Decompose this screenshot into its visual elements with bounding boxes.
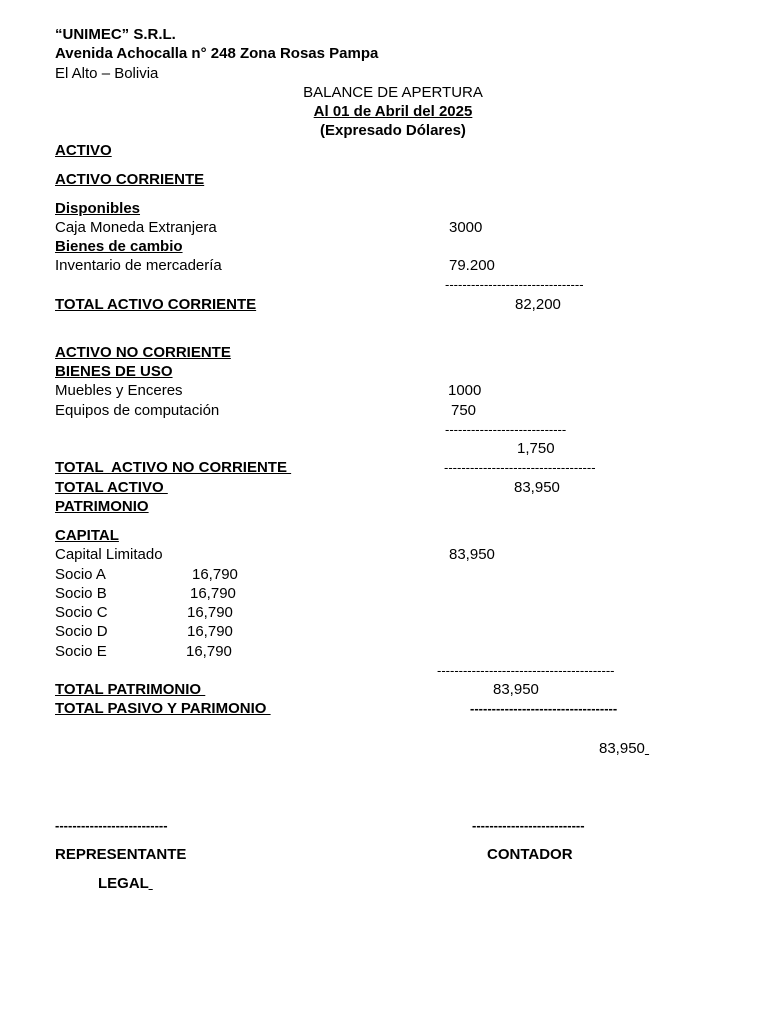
no-corriente-subtotal: 1,750 (517, 440, 555, 457)
total-patrimonio-label: TOTAL PATRIMONIO (55, 681, 206, 698)
no-corriente-rule-2: ----------------------------------- (444, 460, 596, 475)
report-date: Al 01 de Abril del 2025 (313, 103, 473, 120)
signature-title-representante: REPRESENTANTE (55, 846, 187, 863)
bienes-cambio-heading: Bienes de cambio (55, 238, 183, 255)
company-address: Avenida Achocalla n° 248 Zona Rosas Pampa (55, 45, 379, 62)
no-corriente-rule-1: ---------------------------- (445, 422, 567, 437)
socio-name: Socio B (55, 585, 107, 602)
socio-name: Socio C (55, 604, 108, 621)
capital-label: Capital Limitado (55, 546, 163, 563)
patrimonio-rule: ----------------------------------------- (437, 663, 615, 678)
capital-heading: CAPITAL (55, 527, 119, 544)
activo-heading: ACTIVO (55, 142, 112, 159)
socio-value: 16,790 (190, 585, 236, 602)
activo-no-corriente-heading: ACTIVO NO CORRIENTE (55, 344, 231, 361)
socio-value: 16,790 (192, 566, 238, 583)
equipos-value: 750 (451, 402, 477, 419)
company-city: El Alto – Bolivia (55, 65, 159, 82)
socio-name: Socio A (55, 566, 106, 583)
equipos-label: Equipos de computación (55, 402, 220, 419)
total-pasivo-patrimonio-label: TOTAL PASIVO Y PARIMONIO (55, 700, 271, 717)
bienes-uso-heading: BIENES DE USO (55, 363, 173, 380)
total-activo-label: TOTAL ACTIVO (55, 479, 168, 496)
total-pasivo-patrimonio-value: 83,950 (599, 740, 645, 757)
total-activo-corriente-value: 82,200 (515, 296, 561, 313)
signature-line-right: -------------------------- (472, 818, 585, 833)
report-currency: (Expresado Dólares) (320, 122, 466, 139)
inventario-label: Inventario de mercadería (55, 257, 222, 274)
socio-value: 16,790 (187, 604, 233, 621)
patrimonio-heading: PATRIMONIO (55, 498, 149, 515)
capital-value: 83,950 (449, 546, 495, 563)
socio-value: 16,790 (186, 643, 232, 660)
report-title: BALANCE DE APERTURA (303, 84, 483, 101)
caja-label: Caja Moneda Extranjera (55, 219, 217, 236)
caja-value: 3000 (449, 219, 483, 236)
total-activo-corriente-label: TOTAL ACTIVO CORRIENTE (55, 296, 257, 313)
total-patrimonio-value: 83,950 (493, 681, 539, 698)
inventario-value: 79.200 (449, 257, 495, 274)
muebles-label: Muebles y Enceres (55, 382, 183, 399)
disponibles-heading: Disponibles (55, 200, 141, 217)
company-name: “UNIMEC” S.R.L. (55, 26, 176, 43)
total-activo-no-corriente-label: TOTAL ACTIVO NO CORRIENTE (55, 459, 292, 476)
signature-title-contador: CONTADOR (487, 846, 573, 863)
socio-name: Socio E (55, 643, 107, 660)
muebles-value: 1000 (448, 382, 482, 399)
signature-title-legal: LEGAL (98, 875, 149, 892)
signature-line-left: -------------------------- (55, 818, 168, 833)
total-pasivo-rule: ---------------------------------- (470, 701, 618, 716)
corriente-rule: -------------------------------- (445, 277, 584, 292)
activo-corriente-heading: ACTIVO CORRIENTE (55, 171, 205, 188)
total-activo-value: 83,950 (514, 479, 560, 496)
socio-value: 16,790 (187, 623, 233, 640)
socio-name: Socio D (55, 623, 108, 640)
